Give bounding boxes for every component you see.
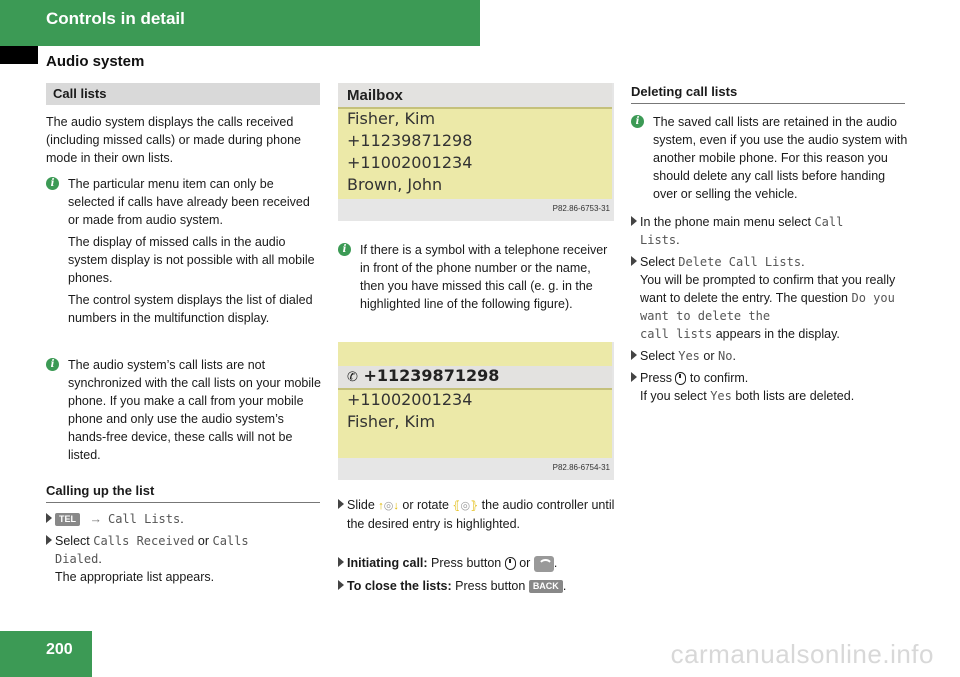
display-row: +11002001234 — [347, 153, 473, 172]
tel-key-icon: TEL — [55, 513, 80, 526]
step-text: Slide — [347, 498, 375, 512]
step-label: To close the lists: — [347, 579, 452, 593]
menu-call: Call — [814, 215, 844, 229]
step-arrow-icon — [338, 499, 344, 509]
missed-call-phone-icon: ✆ — [347, 370, 358, 385]
menu-call-lists: Call Lists — [107, 512, 181, 526]
step-result: The appropriate list appears. — [55, 570, 215, 584]
missed-call-display — [338, 342, 612, 458]
step-select-yes-no: Select Yes or No. — [631, 347, 909, 365]
step-text: both lists are deleted. — [735, 389, 855, 403]
back-key-icon: BACK — [529, 580, 563, 593]
step-arrow-icon — [631, 216, 637, 226]
step-arrow-icon — [631, 350, 637, 360]
step-text: You will be prompted to confirm that you really want to delete the entry. The question — [640, 273, 896, 305]
info-icon: i — [338, 243, 351, 256]
option-delete-call-lists: Delete Call Lists — [678, 255, 802, 269]
info-note-delete — [631, 113, 909, 203]
page-number: 200 — [46, 641, 73, 658]
call-button-icon — [534, 556, 554, 572]
step-initiate-call: Initiating call: Press button or . — [338, 554, 616, 572]
info-text: The display of missed calls in the audio system display is not possible with all mobile phones. — [68, 235, 315, 285]
option-yes: Yes — [710, 389, 732, 403]
step-arrow-icon — [338, 580, 344, 590]
chapter-title: Controls in detail — [46, 9, 185, 28]
step-text: appears in the display. — [715, 327, 840, 341]
controller-press-icon — [675, 372, 686, 385]
info-text: The control system displays the list of dialed numbers in the multifunction display. — [68, 293, 313, 325]
deleting-heading: Deleting call lists — [631, 83, 905, 104]
info-text: The particular menu item can only be selected if calls have already been received or made from audio system. — [68, 177, 310, 227]
step-text: or — [703, 349, 715, 363]
calling-up-heading: Calling up the list — [46, 482, 320, 503]
step-text: In the phone main menu select — [640, 215, 811, 229]
step-close-lists: To close the lists: Press button BACK . — [338, 577, 616, 595]
step-text: Select — [55, 534, 90, 548]
step-select-list: Select Calls Received or Calls Dialed. The appropriate list appears. — [46, 532, 322, 586]
figure-code: P82.86-6754-31 — [552, 463, 610, 472]
step-arrow-icon — [46, 535, 52, 545]
info-note-missed — [338, 241, 614, 313]
step-text: Press button — [431, 556, 502, 570]
mailbox-title: Mailbox — [338, 83, 612, 109]
step-text: the audio controller until the desired entry is highlighted. — [347, 498, 615, 531]
option-calls-dialed-a: Calls — [212, 534, 249, 548]
step-arrow-icon — [631, 256, 637, 266]
controller-rotate-icon: ⦃◎⦄ — [452, 499, 479, 512]
info-text: The saved call lists are retained in the audio system, even if you use the audio system with another mobile phone. For this reason you should delete any call lists before handing over or selling the vehicle. — [653, 115, 908, 201]
info-icon: i — [46, 177, 59, 190]
info-note-availability — [46, 175, 322, 327]
display-row: Fisher, Kim — [347, 109, 436, 128]
prompt-question-a: Do you want to delete the — [640, 291, 895, 323]
info-text: If there is a symbol with a telephone receiver in front of the phone number or the name, then you have missed this call (e. g. in the highlighted line of the following figure). — [360, 243, 608, 311]
menu-lists: Lists — [640, 233, 677, 247]
display-row: +11002001234 — [347, 390, 473, 409]
arrow-glyph: → — [89, 512, 102, 526]
step-text: to confirm. — [689, 371, 749, 385]
step-open-menu: In the phone main menu select Call Lists. — [631, 213, 909, 249]
step-arrow-icon — [338, 557, 344, 567]
controller-press-icon — [505, 557, 516, 570]
figure-code: P82.86-6753-31 — [552, 204, 610, 213]
step-delete-call-lists: Select Delete Call Lists. You will be prompted to confirm that you really want to delete the entry. The question Do you want to delete the call lists appears in the display. — [631, 253, 909, 343]
watermark: carmanualsonline.info — [670, 639, 934, 669]
display-row: Brown, John — [347, 175, 443, 194]
section-marker — [0, 46, 38, 64]
step-text: or rotate — [402, 498, 449, 512]
info-note-sync — [46, 356, 322, 464]
step-select-entry — [338, 496, 616, 533]
mailbox-figure — [338, 83, 614, 221]
step-open-call-lists: TEL → Call Lists. — [46, 510, 322, 528]
section-title: Audio system — [46, 53, 145, 70]
option-calls-received: Calls Received — [93, 534, 195, 548]
info-icon: i — [631, 115, 644, 128]
step-confirm — [631, 369, 909, 405]
display-row: +11239871298 — [347, 131, 473, 150]
option-calls-dialed-b: Dialed — [55, 552, 99, 566]
step-text: Press — [640, 371, 672, 385]
step-text: Press button — [455, 579, 526, 593]
controller-slide-icon: ↑◎↓ — [378, 499, 399, 512]
display-row-text: +11239871298 — [363, 366, 500, 385]
call-lists-intro: The audio system displays the calls received (including missed calls) or made during phone mode in their own lists. — [46, 115, 301, 165]
step-arrow-icon — [46, 513, 52, 523]
prompt-question-b: call lists — [640, 327, 713, 341]
info-text: The audio system’s call lists are not synchronized with the call lists on your mobile phone. If you make a call from your mobile phone and only use the audio system’s hands-free device, these calls will not be listed. — [68, 358, 321, 462]
step-label: Initiating call: — [347, 556, 428, 570]
info-icon: i — [46, 358, 59, 371]
step-text: Select — [640, 255, 675, 269]
missed-call-figure — [338, 342, 614, 480]
step-arrow-icon — [631, 372, 637, 382]
mailbox-display — [338, 83, 612, 199]
step-text: or — [519, 556, 531, 570]
option-yes: Yes — [678, 349, 700, 363]
display-row-highlighted — [347, 367, 499, 387]
display-row: Fisher, Kim — [347, 412, 436, 431]
option-no: No — [718, 349, 733, 363]
step-text: If you select — [640, 389, 707, 403]
step-text: or — [197, 534, 209, 548]
call-lists-heading: Call lists — [46, 83, 320, 105]
step-text: Select — [640, 349, 675, 363]
